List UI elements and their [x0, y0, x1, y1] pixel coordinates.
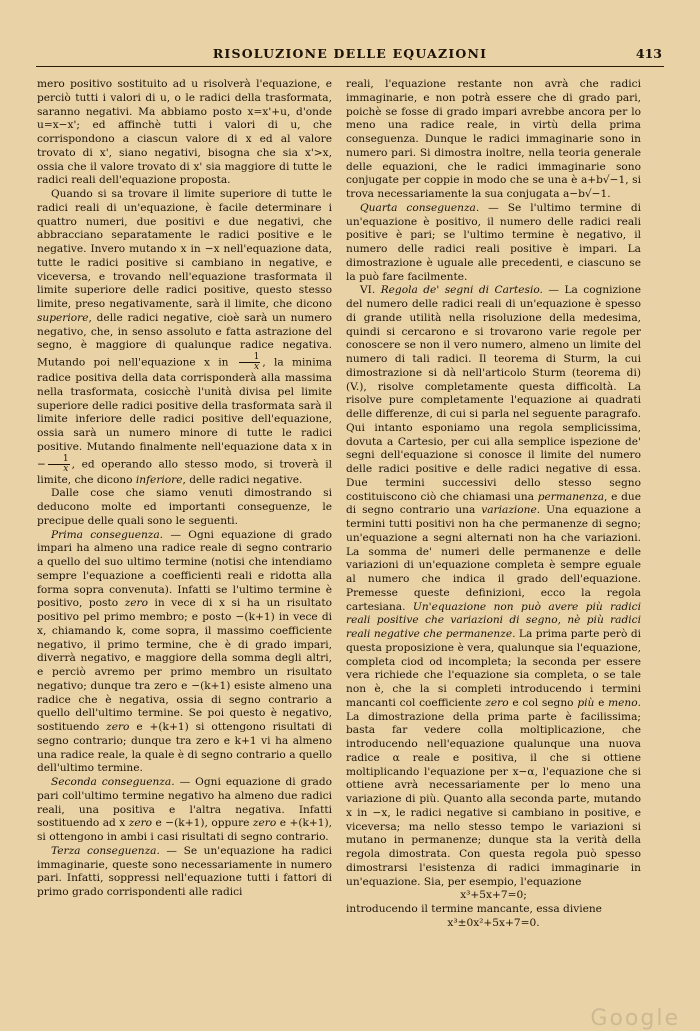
paragraph: Seconda conseguenza. — Ogni equazione di grado pari coll'ultimo termine negativo ha almeno due radici reali, una positiva e l'altra negativa. Infatti sostituendo ad x zero e −(k+1), oppure zero e +(k+1), si ottengono in ambi i casi risultati di segno contrario. [37, 776, 333, 843]
paragraph: introducendo il termine mancante, essa diviene [346, 903, 602, 915]
right-column [346, 78, 641, 931]
paragraph: reali, l'equazione restante non avrà che radici immaginarie, e non potrà essere che di grado pari, poichè se fosse di grado impari avrebbe ancora per lo meno una radice reale, in virtù della prima conseguenza. Dunque le radici immaginarie sono in numero pari. Si dimostra inoltre, nella teoria generale delle equazioni, che le radici immaginarie sono conjugate per coppie in modo che se una è a+b√−1, si trova necessariamente la sua conjugata a−b√−1. [346, 78, 641, 200]
running-title: RISOLUZIONE DELLE EQUAZIONI [212, 46, 488, 61]
section-number: VI. [360, 284, 376, 297]
watermark: Google [590, 1006, 680, 1031]
section-label: Terza conseguenza. [51, 844, 160, 857]
paragraph: Prima conseguenza. — Ogni equazione di grado impari ha almeno una radice reale di segno contrario a quello del suo ultimo termine (notisi che intendiamo sempre l'equazione a coefficienti reali e ridotta alla forma sopra convenuta). Infatti se l'ultimo termine è positivo, posto zero in vece di x si ha un risultato positivo pel primo membro; e posto −(k+1) in vece di x, chiamando k, come sopra, il massimo coefficiente negativo, il primo termine, che è di grado impari, diverrà negativo, e maggiore della somma degli altri, e perciò avremo per primo membro un risultato negativo; dunque tra zero e −(k+1) esiste almeno una radice che è negativa, ossia di segno contrario a quello dell'ultimo termine. Se poi questo è negativo, sostituendo zero e +(k+1) si ottengono risultati di segno contrario; dunque tra zero e k+1 vi ha almeno una radice reale, la quale è di segno contrario a quello dell'ultimo termine. [37, 528, 332, 775]
left-column [37, 78, 332, 900]
paragraph: VI. Regola de' segni di Cartesio. — La cognizione del numero delle radici reali di un'equazione è spesso di grande utilità nella risoluzione della medesima, quindi si cercarono e si trovarono varie regole per conoscere se non il vero numero, almeno un limite del numero di tali radici. Il teorema di Sturm, la cui dimostrazione si dà nell'articolo Sturm (teorema di) (V.), risolve completamente questa difficoltà. La risolve pure completamente l'equazione ai quadrati delle differenze, di cui si parla nel seguente paragrafo. Qui intanto esponiamo una regola semplicissima, dovuta a Cartesio, per cui alla semplice ispezione de' segni dell'equazione si conosce il limite del numero delle radici positive e delle radici negative di essa. Due termini successivi dello stesso segno costituiscono ciò che chiamasi una permanenza, e due di segno contrario una variazione. Una equazione a termini tutti positivi non ha che permanenze di segno; un'equazione a segni alternati non ha che variazioni. La somma de' numeri delle permanenze e delle variazioni di un'equazione completa è sempre eguale al numero che indica il grado dell'equazione. Premesse queste definizioni, ecco la regola cartesiana. Un'equazione non può avere più radici reali positive che variazioni di segno, nè più radici reali negative che permanenze. La prima parte però di questa proposizione è vera, qualunque sia l'equazione, completa ciod od incompleta; la seconda per essere vera richiede che l'equazione sia completa, o se tale non è, che la si completi introducendo i termini mancanti col coefficiente zero e col segno più e meno. La dimostrazione della prima parte è facilissima; basta far vedere colla moltiplicazione, che introducendo nell'equazione qualunque una nuova radice α reale e positiva, il che si ottiene moltiplicando l'equazione per x−α, l'equazione che si ottiene avrà necessariamente per lo meno una variazione di più. Quanto alla seconda parte, mutando x in −x, le radici negative si cambiano in positive, e viceversa; ma nello stesso tempo le variazioni si mutano in permanenze; dunque sta la verità della regola dimostrata. Con questa regola può spesso dimostrarsi l'esistenza di radici immaginarie in un'equazione. Sia, per esempio, l'equazione [346, 284, 642, 888]
paragraph: mero positivo sostituito ad u risolverà l'equazione, e perciò tutti i valori di u, o le radici della trasformata, saranno negativi. Ma abbiamo posto x=x'+u, d'onde u=x−x'; ed affinchè tutti i valori di u, che corrispondono a ciascun valore di x ed al valore trovato di x', siano negativi, bisogna che sia x'>x, ossia che il valore trovato di x' sia maggiore di tutte le radici reali dell'equazione proposta. [37, 78, 332, 187]
paragraph: Quarta conseguenza. — Se l'ultimo termine di un'equazione è positivo, il numero delle radici reali positive è pari; se l'ultimo termine è negativo, il numero delle radici reali positive è impari. La dimostrazione è uguale alle precedenti, e ciascuno se la può fare facilmente. [346, 201, 641, 283]
equation: x³+5x+7=0; [460, 889, 527, 902]
section-label: Seconda conseguenza. [51, 776, 175, 788]
section-label: Regola de' segni di Cartesio. [380, 284, 543, 297]
page-number: 413 [635, 46, 662, 61]
equation: x³±0x²+5x+7=0. [447, 916, 540, 929]
paragraph: Quando si sa trovare il limite superiore di tutte le radici reali di un'equazione, è facile determinare i quattro numeri, due positivi e due negativi, che abbracciano separatamente le radici positive e le negative. Invero mutando x in −x nell'equazione data, tutte le radici positive si cambiano in negative, e viceversa, e trovando nell'equazione trasformata il limite superiore delle radici positive, questo stesso limite, preso negativamente, sarà il limite, che dicono superiore, delle radici negative, cioè sarà un numero negativo, che, in senso assoluto e fatta astrazione del segno, è maggiore di qualunque radice negativa. Mutando poi nell'equazione x in $\frac{1}{x}$ , la minima radice positiva della data corrisponderà alla massima nella trasformata, cosicchè l'unità divisa pel limite superiore delle radici positive della trasformata sarà il limite inferiore delle radici positive dell'equazione, ossia sarà un numero minore di tutte le radici positive. Mutando finalmente nell'equazione data x in − $\frac{1}{x}$ , ed operando allo stesso modo, si troverà il limite, che dicono inferiore, delle radici negative. [37, 188, 332, 486]
running-header [36, 44, 664, 67]
fraction: $\frac{1}{x}$ [48, 455, 70, 474]
fraction: $\frac{1}{x}$ [239, 353, 261, 372]
paragraph: Dalle cose che siamo venuti dimostrando si deducono molte ed importanti conseguenze, le precipue delle quali sono le seguenti. [37, 487, 332, 527]
paragraph: Terza conseguenza. — Se un'equazione ha radici immaginarie, queste sono necessariamente in numero pari. Infatti, soppressi nell'equazione tutti i fattori di primo grado corrispondenti alle radici [37, 844, 332, 898]
section-label: Prima conseguenza. [51, 528, 164, 541]
section-label: Quarta conseguenza. [360, 201, 480, 214]
